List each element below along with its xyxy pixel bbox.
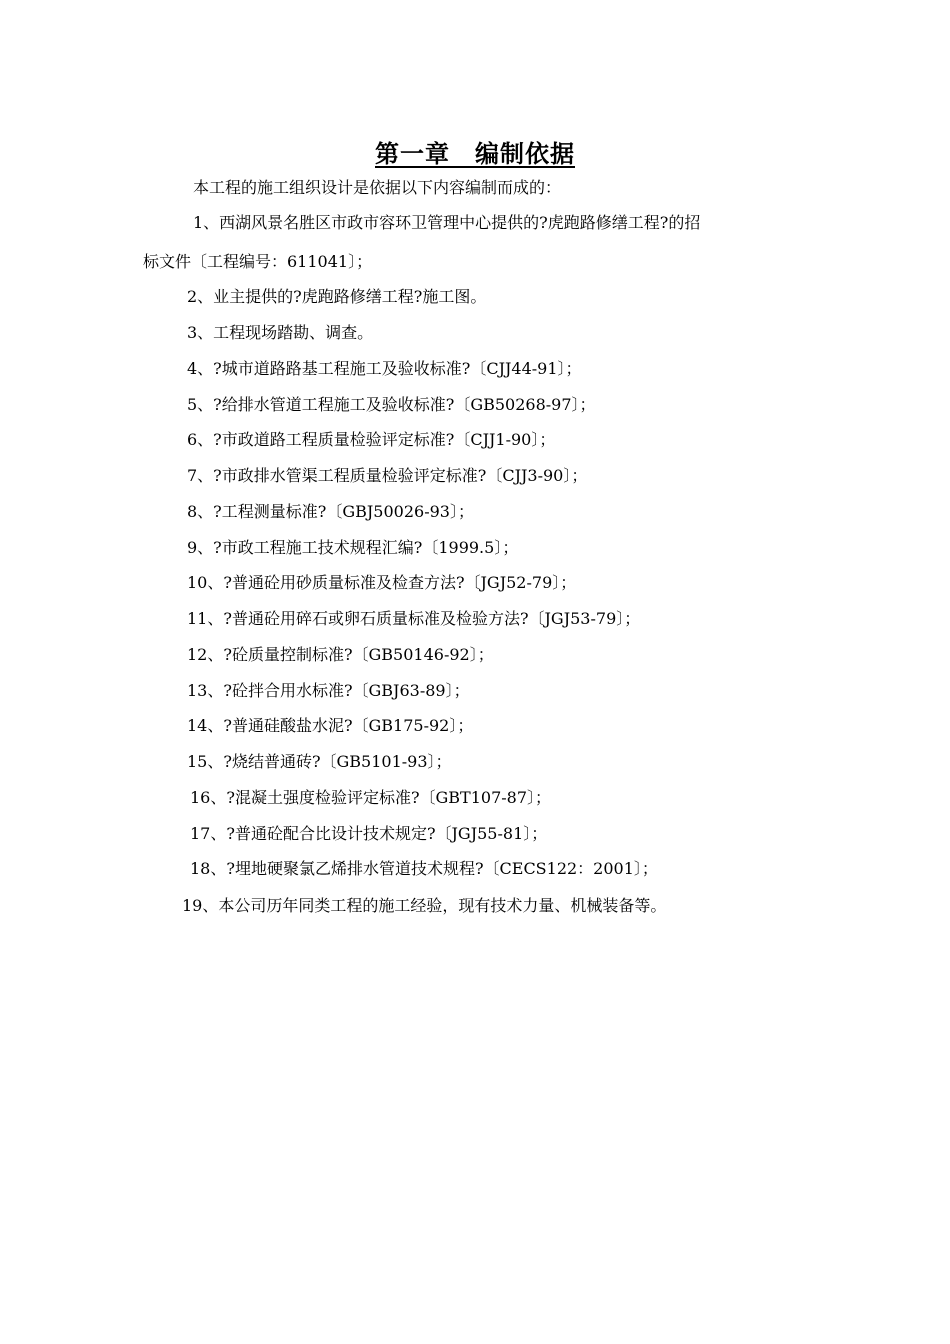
list-item: 15、?烧结普通砖?〔GB5101-93〕； (187, 752, 452, 771)
list-item: 13、?砼拌合用水标准?〔GBJ63-89〕； (187, 681, 470, 700)
list-item: 12、?砼质量控制标准?〔GB50146-92〕； (187, 645, 494, 664)
list-item: 14、?普通硅酸盐水泥?〔GB175-92〕； (187, 716, 474, 735)
list-item: 19、本公司历年同类工程的施工经验，现有技术力量、机械装备等。 (182, 896, 667, 915)
list-item: 9、?市政工程施工技术规程汇编?〔1999.5〕； (187, 538, 519, 557)
list-item: 4、?城市道路路基工程施工及验收标准?〔CJJ44-91〕； (187, 359, 582, 378)
list-item-1-line-2: 标文件〔工程编号：611041〕； (143, 252, 373, 271)
list-item: 7、?市政排水管渠工程质量检验评定标准?〔CJJ3-90〕； (187, 466, 588, 485)
list-item: 3、工程现场踏勘、调查。 (187, 323, 374, 342)
list-item: 11、?普通砼用碎石或卵石质量标准及检验方法?〔JGJ53-79〕； (187, 609, 641, 628)
list-item: 8、?工程测量标准?〔GBJ50026-93〕； (187, 502, 474, 521)
list-item-1-line-1: 1、西湖风景名胜区市政市容环卫管理中心提供的?虎跑路修缮工程?的招 (193, 213, 701, 232)
list-item: 2、业主提供的?虎跑路修缮工程?施工图。 (187, 287, 487, 306)
list-item: 10、?普通砼用砂质量标准及检查方法?〔JGJ52-79〕； (187, 573, 577, 592)
list-item: 18、?埋地硬聚氯乙烯排水管道技术规程?〔CECS122：2001〕； (190, 859, 658, 878)
chapter-title (0, 134, 950, 169)
list-item: 5、?给排水管道工程施工及验收标准?〔GB50268-97〕； (187, 395, 596, 414)
list-item: 6、?市政道路工程质量检验评定标准?〔CJJ1-90〕； (187, 430, 556, 449)
intro-paragraph: 本工程的施工组织设计是依据以下内容编制而成的： (193, 178, 562, 197)
list-item: 16、?混凝土强度检验评定标准?〔GBT107-87〕； (190, 788, 552, 807)
list-item: 17、?普通砼配合比设计技术规定?〔JGJ55-81〕； (190, 824, 548, 843)
chapter-title-text: 第一章 编制依据 (375, 139, 575, 168)
